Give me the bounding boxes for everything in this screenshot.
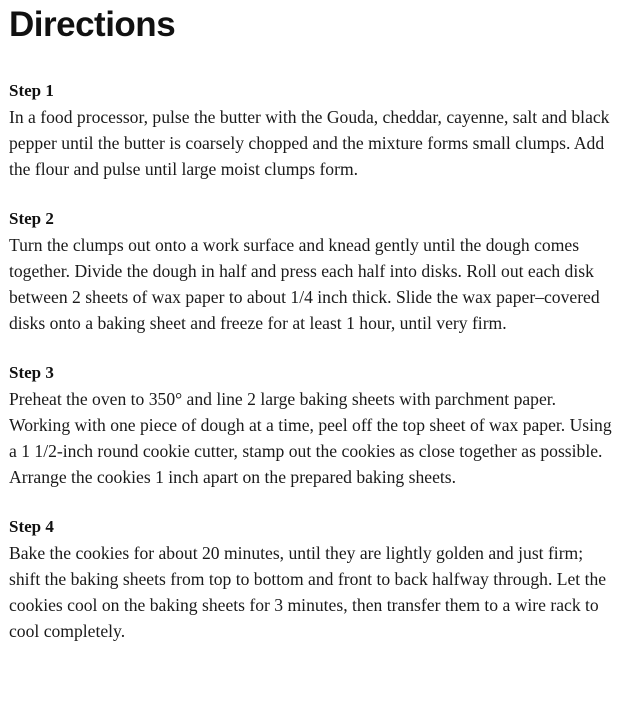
step-text: Turn the clumps out onto a work surface and knead gently until the dough comes together. Divide the dough in half and press each half into disks. Roll out each disk between 2 sheets of wax paper to about 1/4 inch thick. Slide the wax paper–covered disks onto a baking sheet and freeze for at least 1 hour, until very firm.	[9, 235, 600, 333]
step-4	[9, 514, 615, 644]
directions-section	[9, 0, 615, 668]
steps-list	[9, 78, 615, 644]
page-title: Directions	[9, 5, 176, 44]
step-label: Step 3	[9, 363, 54, 382]
step-label: Step 4	[9, 517, 54, 536]
step-text: Preheat the oven to 350° and line 2 large baking sheets with parchment paper. Working with one piece of dough at a time, peel off the top sheet of wax paper. Using a 1 1/2-inch round cookie cutter, stamp out the cookies as close together as possible. Arrange the cookies 1 inch apart on the prepared baking sheets.	[9, 389, 612, 487]
step-label: Step 1	[9, 81, 54, 100]
step-label: Step 2	[9, 209, 54, 228]
step-2	[9, 206, 615, 336]
step-text: In a food processor, pulse the butter with the Gouda, cheddar, cayenne, salt and black pepper until the butter is coarsely chopped and the mixture forms small clumps. Add the flour and pulse until large moist clumps form.	[9, 107, 610, 179]
step-3	[9, 360, 615, 490]
step-1	[9, 78, 615, 182]
step-text: Bake the cookies for about 20 minutes, until they are lightly golden and just firm; shift the baking sheets from top to bottom and front to back halfway through. Let the cookies cool on the baking sheets for 3 minutes, then transfer them to a wire rack to cool completely.	[9, 543, 607, 641]
